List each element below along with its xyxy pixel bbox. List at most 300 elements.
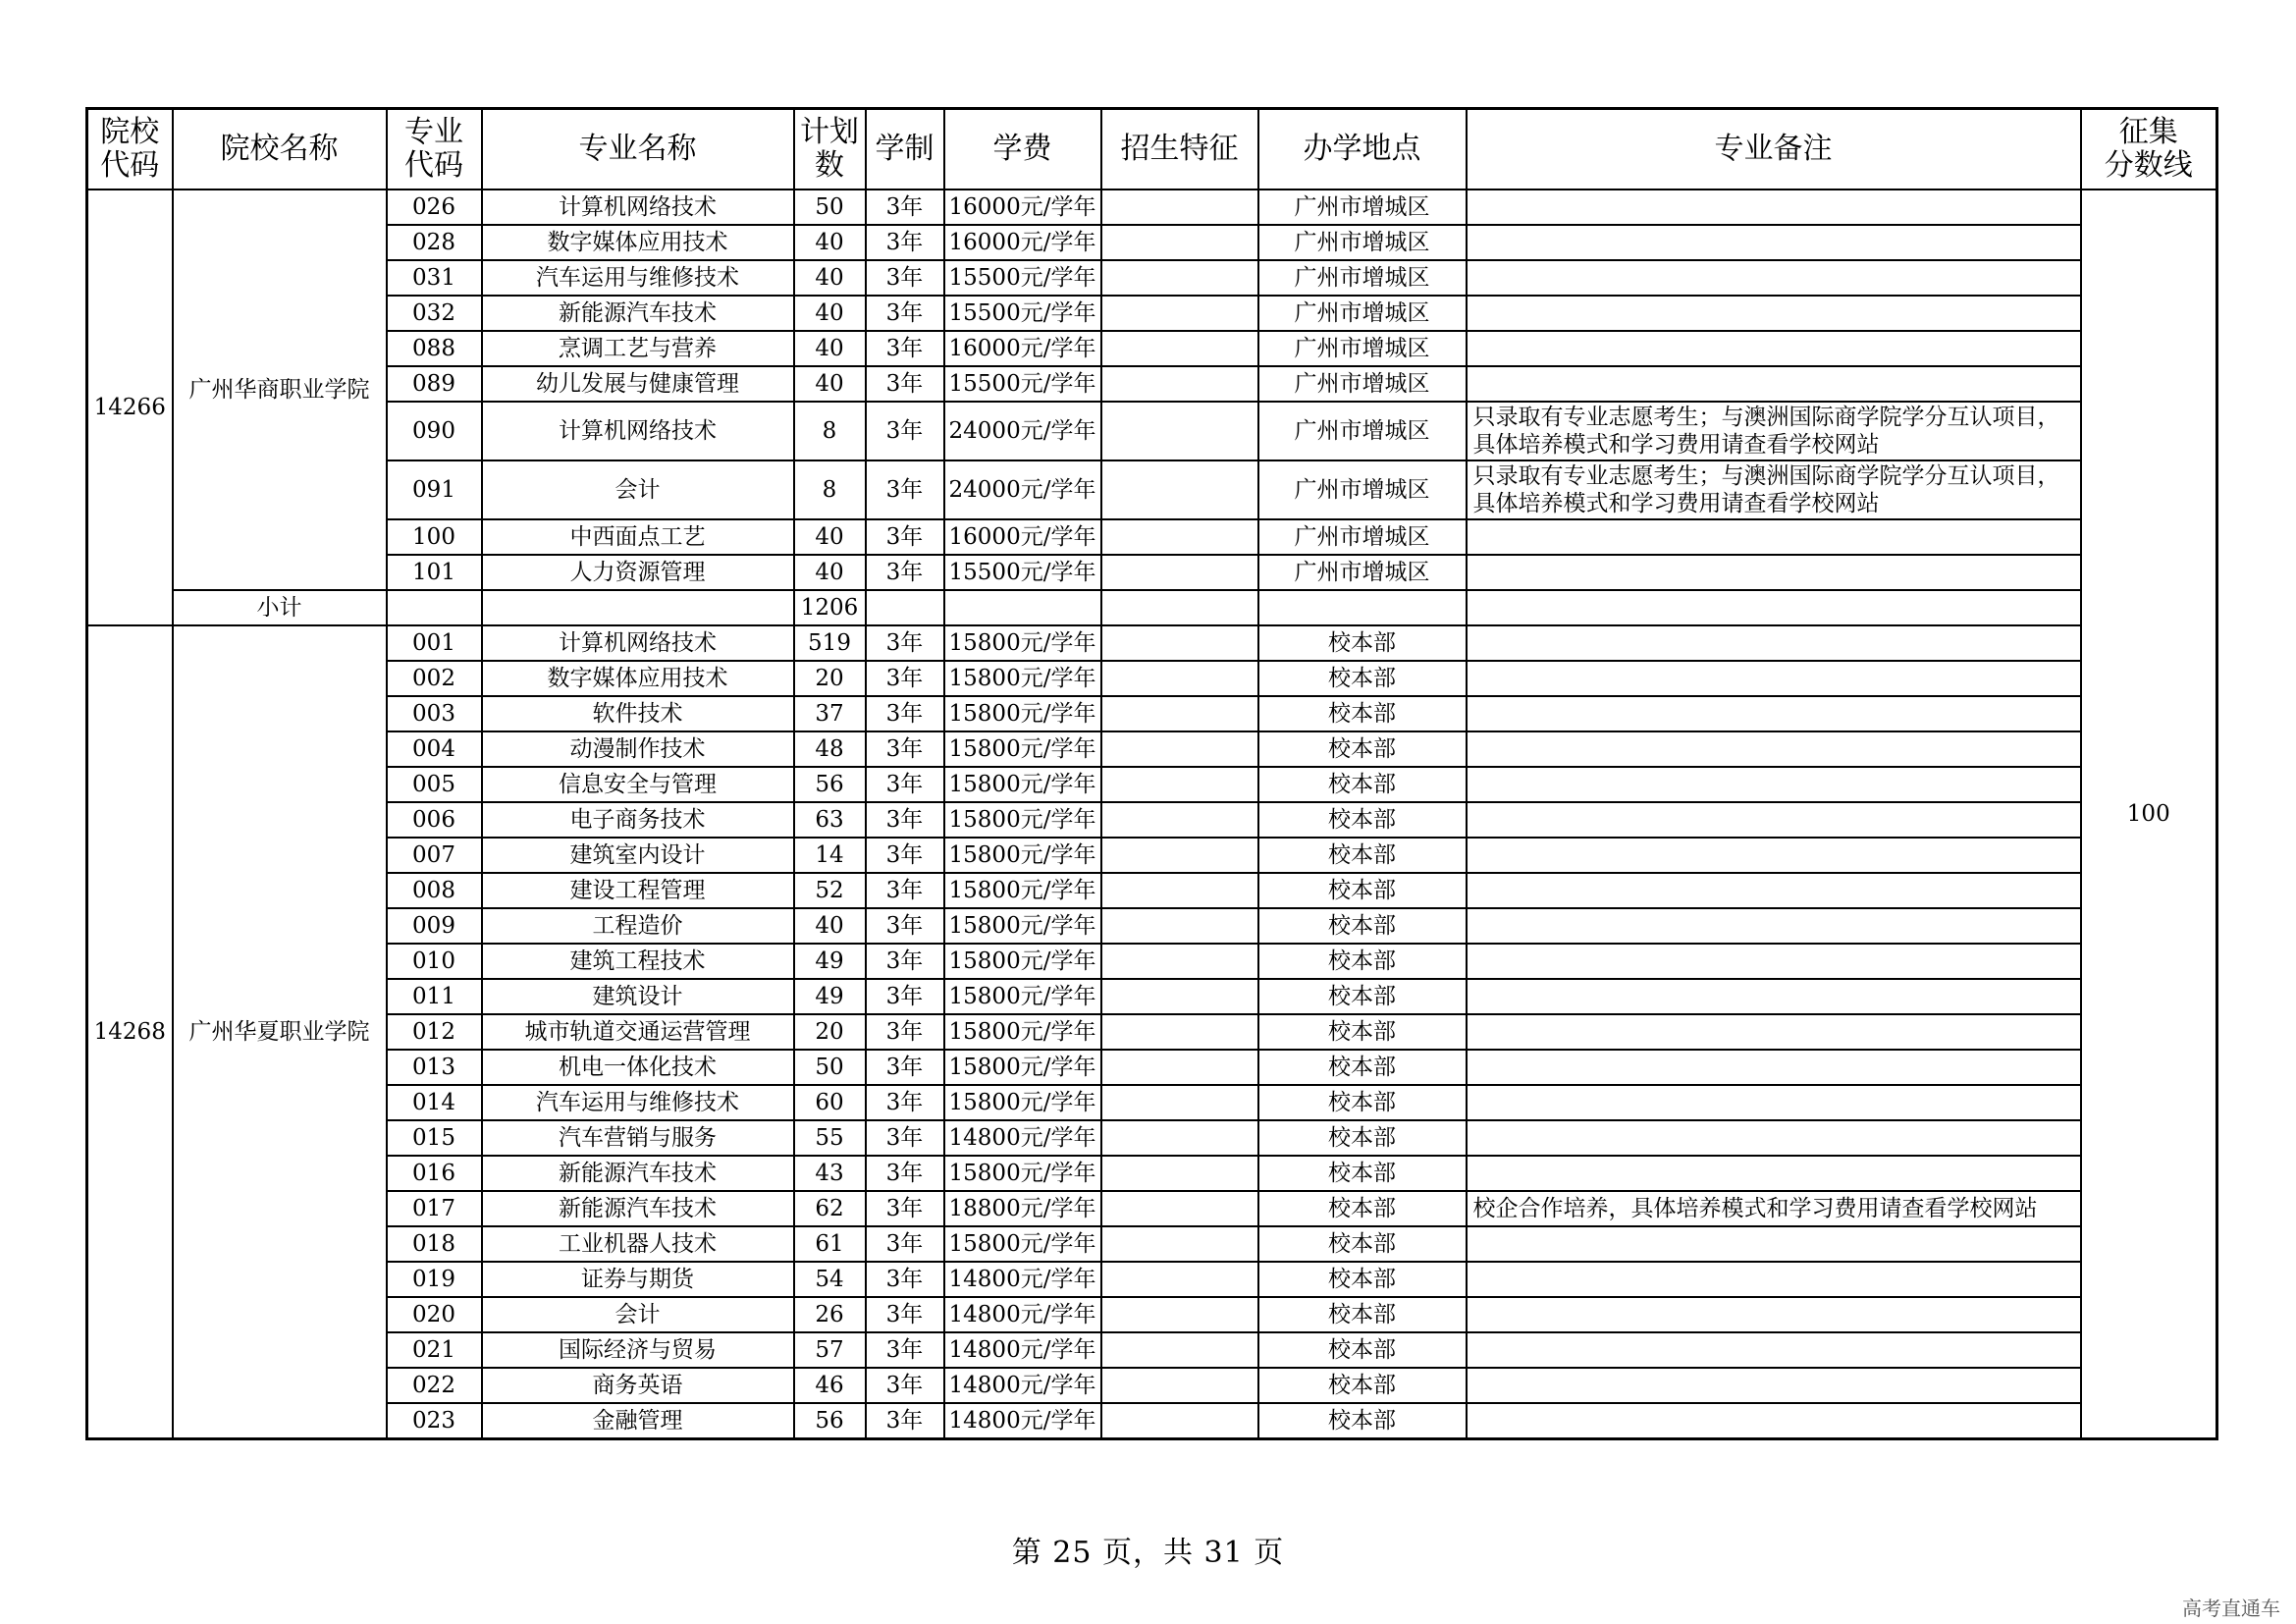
plan-count: 43 bbox=[794, 1156, 866, 1191]
major-code: 101 bbox=[387, 555, 482, 590]
major-note bbox=[1467, 873, 2081, 908]
campus-location: 校本部 bbox=[1258, 802, 1467, 838]
major-code: 032 bbox=[387, 296, 482, 331]
tuition-fee: 14800元/学年 bbox=[944, 1297, 1101, 1332]
tuition-fee: 16000元/学年 bbox=[944, 519, 1101, 555]
table-row bbox=[87, 1120, 2217, 1156]
study-years: 3年 bbox=[866, 1368, 944, 1403]
plan-count: 48 bbox=[794, 731, 866, 767]
major-note bbox=[1467, 1120, 2081, 1156]
subtotal-location bbox=[1258, 590, 1467, 625]
campus-location: 广州市增城区 bbox=[1258, 189, 1467, 225]
study-years: 3年 bbox=[866, 519, 944, 555]
plan-count: 50 bbox=[794, 1050, 866, 1085]
major-note bbox=[1467, 1297, 2081, 1332]
header-feature: 招生特征 bbox=[1101, 109, 1258, 190]
tuition-fee: 15800元/学年 bbox=[944, 1014, 1101, 1050]
major-code: 010 bbox=[387, 944, 482, 979]
campus-location: 校本部 bbox=[1258, 625, 1467, 661]
study-years: 3年 bbox=[866, 260, 944, 296]
major-code: 013 bbox=[387, 1050, 482, 1085]
study-years: 3年 bbox=[866, 838, 944, 873]
tuition-fee: 15800元/学年 bbox=[944, 838, 1101, 873]
table-row bbox=[87, 1332, 2217, 1368]
table-row bbox=[87, 1191, 2217, 1226]
major-note bbox=[1467, 731, 2081, 767]
admission-feature bbox=[1101, 625, 1258, 661]
major-name: 建筑设计 bbox=[482, 979, 794, 1014]
major-name: 幼儿发展与健康管理 bbox=[482, 366, 794, 402]
major-note bbox=[1467, 767, 2081, 802]
campus-location: 校本部 bbox=[1258, 1368, 1467, 1403]
campus-location: 广州市增城区 bbox=[1258, 260, 1467, 296]
table-row bbox=[87, 873, 2217, 908]
tuition-fee: 24000元/学年 bbox=[944, 460, 1101, 519]
major-name: 计算机网络技术 bbox=[482, 625, 794, 661]
major-note bbox=[1467, 555, 2081, 590]
admission-feature bbox=[1101, 696, 1258, 731]
tuition-fee: 16000元/学年 bbox=[944, 189, 1101, 225]
plan-count: 40 bbox=[794, 331, 866, 366]
campus-location: 校本部 bbox=[1258, 979, 1467, 1014]
major-code: 002 bbox=[387, 661, 482, 696]
major-note bbox=[1467, 979, 2081, 1014]
table-body bbox=[87, 109, 2217, 1439]
tuition-fee: 15800元/学年 bbox=[944, 802, 1101, 838]
subtotal-major-name bbox=[482, 590, 794, 625]
tuition-fee: 15800元/学年 bbox=[944, 1050, 1101, 1085]
subtotal-note bbox=[1467, 590, 2081, 625]
subtotal-plan: 1206 bbox=[794, 590, 866, 625]
campus-location: 广州市增城区 bbox=[1258, 366, 1467, 402]
tuition-fee: 15800元/学年 bbox=[944, 1085, 1101, 1120]
plan-count: 40 bbox=[794, 555, 866, 590]
study-years: 3年 bbox=[866, 402, 944, 460]
campus-location: 广州市增城区 bbox=[1258, 402, 1467, 460]
tuition-fee: 15800元/学年 bbox=[944, 873, 1101, 908]
admission-feature bbox=[1101, 1332, 1258, 1368]
study-years: 3年 bbox=[866, 1226, 944, 1262]
table-row bbox=[87, 260, 2217, 296]
table-row bbox=[87, 1085, 2217, 1120]
subtotal-years bbox=[866, 590, 944, 625]
plan-count: 50 bbox=[794, 189, 866, 225]
tuition-fee: 15800元/学年 bbox=[944, 1226, 1101, 1262]
major-code: 014 bbox=[387, 1085, 482, 1120]
major-note bbox=[1467, 1332, 2081, 1368]
plan-count: 56 bbox=[794, 767, 866, 802]
study-years: 3年 bbox=[866, 555, 944, 590]
campus-location: 校本部 bbox=[1258, 1403, 1467, 1439]
table-row bbox=[87, 331, 2217, 366]
study-years: 3年 bbox=[866, 1191, 944, 1226]
major-note bbox=[1467, 1014, 2081, 1050]
major-note bbox=[1467, 1403, 2081, 1439]
table-row bbox=[87, 1368, 2217, 1403]
admission-feature bbox=[1101, 366, 1258, 402]
plan-count: 37 bbox=[794, 696, 866, 731]
header-years: 学制 bbox=[866, 109, 944, 190]
tuition-fee: 16000元/学年 bbox=[944, 331, 1101, 366]
tuition-fee: 14800元/学年 bbox=[944, 1262, 1101, 1297]
admission-feature bbox=[1101, 1368, 1258, 1403]
major-name: 汽车营销与服务 bbox=[482, 1120, 794, 1156]
major-code: 017 bbox=[387, 1191, 482, 1226]
tuition-fee: 15800元/学年 bbox=[944, 661, 1101, 696]
table-row bbox=[87, 296, 2217, 331]
subtotal-label: 小计 bbox=[173, 590, 387, 625]
major-code: 026 bbox=[387, 189, 482, 225]
campus-location: 校本部 bbox=[1258, 1050, 1467, 1085]
major-code: 019 bbox=[387, 1262, 482, 1297]
major-name: 工程造价 bbox=[482, 908, 794, 944]
plan-count: 60 bbox=[794, 1085, 866, 1120]
study-years: 3年 bbox=[866, 1120, 944, 1156]
major-name: 建筑工程技术 bbox=[482, 944, 794, 979]
score-line: 100 bbox=[2081, 189, 2217, 1439]
plan-count: 40 bbox=[794, 908, 866, 944]
header-major-name: 专业名称 bbox=[482, 109, 794, 190]
major-name: 新能源汽车技术 bbox=[482, 296, 794, 331]
major-name: 人力资源管理 bbox=[482, 555, 794, 590]
major-code: 021 bbox=[387, 1332, 482, 1368]
major-note bbox=[1467, 519, 2081, 555]
admission-feature bbox=[1101, 767, 1258, 802]
major-note bbox=[1467, 908, 2081, 944]
plan-count: 8 bbox=[794, 402, 866, 460]
campus-location: 校本部 bbox=[1258, 1262, 1467, 1297]
admission-feature bbox=[1101, 1297, 1258, 1332]
study-years: 3年 bbox=[866, 802, 944, 838]
major-note bbox=[1467, 296, 2081, 331]
admission-feature bbox=[1101, 225, 1258, 260]
admission-feature bbox=[1101, 189, 1258, 225]
admission-feature bbox=[1101, 908, 1258, 944]
major-name: 新能源汽车技术 bbox=[482, 1156, 794, 1191]
study-years: 3年 bbox=[866, 1332, 944, 1368]
campus-location: 广州市增城区 bbox=[1258, 296, 1467, 331]
plan-count: 40 bbox=[794, 296, 866, 331]
plan-count: 54 bbox=[794, 1262, 866, 1297]
major-note: 校企合作培养，具体培养模式和学习费用请查看学校网站 bbox=[1467, 1191, 2081, 1226]
major-name: 汽车运用与维修技术 bbox=[482, 1085, 794, 1120]
major-code: 088 bbox=[387, 331, 482, 366]
tuition-fee: 14800元/学年 bbox=[944, 1368, 1101, 1403]
header-note: 专业备注 bbox=[1467, 109, 2081, 190]
admission-feature bbox=[1101, 1403, 1258, 1439]
subtotal-fee bbox=[944, 590, 1101, 625]
major-name: 电子商务技术 bbox=[482, 802, 794, 838]
tuition-fee: 14800元/学年 bbox=[944, 1332, 1101, 1368]
major-name: 新能源汽车技术 bbox=[482, 1191, 794, 1226]
major-code: 007 bbox=[387, 838, 482, 873]
header-plan: 计划 数 bbox=[794, 109, 866, 190]
admission-feature bbox=[1101, 731, 1258, 767]
admission-feature bbox=[1101, 519, 1258, 555]
table-row bbox=[87, 1156, 2217, 1191]
study-years: 3年 bbox=[866, 908, 944, 944]
major-code: 001 bbox=[387, 625, 482, 661]
school-code: 14268 bbox=[87, 625, 173, 1439]
major-note: 只录取有专业志愿考生；与澳洲国际商学院学分互认项目，具体培养模式和学习费用请查看学校网站 bbox=[1467, 460, 2081, 519]
major-code: 009 bbox=[387, 908, 482, 944]
admission-feature bbox=[1101, 661, 1258, 696]
major-note bbox=[1467, 331, 2081, 366]
admission-feature bbox=[1101, 1014, 1258, 1050]
table-row bbox=[87, 519, 2217, 555]
table-row bbox=[87, 838, 2217, 873]
tuition-fee: 15500元/学年 bbox=[944, 555, 1101, 590]
major-name: 计算机网络技术 bbox=[482, 189, 794, 225]
major-code: 016 bbox=[387, 1156, 482, 1191]
tuition-fee: 15800元/学年 bbox=[944, 944, 1101, 979]
tuition-fee: 15800元/学年 bbox=[944, 979, 1101, 1014]
campus-location: 校本部 bbox=[1258, 1156, 1467, 1191]
study-years: 3年 bbox=[866, 944, 944, 979]
campus-location: 校本部 bbox=[1258, 1085, 1467, 1120]
campus-location: 校本部 bbox=[1258, 873, 1467, 908]
study-years: 3年 bbox=[866, 1156, 944, 1191]
plan-count: 57 bbox=[794, 1332, 866, 1368]
campus-location: 广州市增城区 bbox=[1258, 460, 1467, 519]
campus-location: 广州市增城区 bbox=[1258, 555, 1467, 590]
major-name: 金融管理 bbox=[482, 1403, 794, 1439]
major-name: 建设工程管理 bbox=[482, 873, 794, 908]
admission-feature bbox=[1101, 838, 1258, 873]
major-code: 018 bbox=[387, 1226, 482, 1262]
subtotal-major-code bbox=[387, 590, 482, 625]
major-name: 汽车运用与维修技术 bbox=[482, 260, 794, 296]
study-years: 3年 bbox=[866, 1262, 944, 1297]
major-note bbox=[1467, 661, 2081, 696]
study-years: 3年 bbox=[866, 331, 944, 366]
major-name: 会计 bbox=[482, 1297, 794, 1332]
header-fee: 学费 bbox=[944, 109, 1101, 190]
tuition-fee: 15800元/学年 bbox=[944, 731, 1101, 767]
tuition-fee: 15800元/学年 bbox=[944, 1156, 1101, 1191]
major-note bbox=[1467, 944, 2081, 979]
plan-count: 62 bbox=[794, 1191, 866, 1226]
page-footer: 第 25 页，共 31 页 bbox=[1011, 1536, 1285, 1570]
plan-count: 46 bbox=[794, 1368, 866, 1403]
table-row bbox=[87, 661, 2217, 696]
major-name: 数字媒体应用技术 bbox=[482, 661, 794, 696]
admission-feature bbox=[1101, 802, 1258, 838]
campus-location: 校本部 bbox=[1258, 1297, 1467, 1332]
major-note bbox=[1467, 1050, 2081, 1085]
table-row bbox=[87, 1262, 2217, 1297]
major-name: 会计 bbox=[482, 460, 794, 519]
major-note bbox=[1467, 1156, 2081, 1191]
major-code: 008 bbox=[387, 873, 482, 908]
study-years: 3年 bbox=[866, 1085, 944, 1120]
watermark: 高考直通车 bbox=[2182, 1597, 2280, 1620]
school-name: 广州华夏职业学院 bbox=[173, 625, 387, 1439]
major-name: 证券与期货 bbox=[482, 1262, 794, 1297]
tuition-fee: 15800元/学年 bbox=[944, 767, 1101, 802]
campus-location: 广州市增城区 bbox=[1258, 225, 1467, 260]
study-years: 3年 bbox=[866, 296, 944, 331]
admission-feature bbox=[1101, 296, 1258, 331]
plan-count: 26 bbox=[794, 1297, 866, 1332]
tuition-fee: 15800元/学年 bbox=[944, 696, 1101, 731]
plan-count: 40 bbox=[794, 225, 866, 260]
study-years: 3年 bbox=[866, 225, 944, 260]
admission-feature bbox=[1101, 979, 1258, 1014]
major-code: 089 bbox=[387, 366, 482, 402]
major-code: 031 bbox=[387, 260, 482, 296]
major-name: 商务英语 bbox=[482, 1368, 794, 1403]
campus-location: 校本部 bbox=[1258, 1120, 1467, 1156]
major-code: 012 bbox=[387, 1014, 482, 1050]
study-years: 3年 bbox=[866, 366, 944, 402]
tuition-fee: 15500元/学年 bbox=[944, 366, 1101, 402]
study-years: 3年 bbox=[866, 731, 944, 767]
admission-feature bbox=[1101, 944, 1258, 979]
plan-count: 63 bbox=[794, 802, 866, 838]
study-years: 3年 bbox=[866, 767, 944, 802]
tuition-fee: 24000元/学年 bbox=[944, 402, 1101, 460]
campus-location: 校本部 bbox=[1258, 1332, 1467, 1368]
major-note bbox=[1467, 838, 2081, 873]
table-row bbox=[87, 366, 2217, 402]
subtotal-feature bbox=[1101, 590, 1258, 625]
major-name: 数字媒体应用技术 bbox=[482, 225, 794, 260]
major-note bbox=[1467, 696, 2081, 731]
tuition-fee: 15800元/学年 bbox=[944, 625, 1101, 661]
major-name: 机电一体化技术 bbox=[482, 1050, 794, 1085]
major-name: 城市轨道交通运营管理 bbox=[482, 1014, 794, 1050]
major-note: 只录取有专业志愿考生；与澳洲国际商学院学分互认项目，具体培养模式和学习费用请查看学校网站 bbox=[1467, 402, 2081, 460]
table-row bbox=[87, 225, 2217, 260]
school-name: 广州华商职业学院 bbox=[173, 189, 387, 590]
tuition-fee: 14800元/学年 bbox=[944, 1120, 1101, 1156]
admission-feature bbox=[1101, 1191, 1258, 1226]
admission-feature bbox=[1101, 873, 1258, 908]
major-note bbox=[1467, 802, 2081, 838]
major-name: 动漫制作技术 bbox=[482, 731, 794, 767]
campus-location: 广州市增城区 bbox=[1258, 331, 1467, 366]
plan-count: 519 bbox=[794, 625, 866, 661]
plan-count: 52 bbox=[794, 873, 866, 908]
school-code: 14266 bbox=[87, 189, 173, 625]
major-code: 004 bbox=[387, 731, 482, 767]
plan-count: 40 bbox=[794, 260, 866, 296]
study-years: 3年 bbox=[866, 661, 944, 696]
admission-feature bbox=[1101, 1156, 1258, 1191]
admission-feature bbox=[1101, 331, 1258, 366]
header-location: 办学地点 bbox=[1258, 109, 1467, 190]
plan-count: 8 bbox=[794, 460, 866, 519]
table-row bbox=[87, 979, 2217, 1014]
plan-count: 49 bbox=[794, 944, 866, 979]
campus-location: 校本部 bbox=[1258, 838, 1467, 873]
admission-feature bbox=[1101, 1226, 1258, 1262]
major-name: 计算机网络技术 bbox=[482, 402, 794, 460]
campus-location: 校本部 bbox=[1258, 1014, 1467, 1050]
table-row bbox=[87, 731, 2217, 767]
campus-location: 校本部 bbox=[1258, 1191, 1467, 1226]
plan-count: 56 bbox=[794, 1403, 866, 1439]
study-years: 3年 bbox=[866, 625, 944, 661]
major-name: 国际经济与贸易 bbox=[482, 1332, 794, 1368]
major-note bbox=[1467, 260, 2081, 296]
table-row bbox=[87, 908, 2217, 944]
tuition-fee: 15500元/学年 bbox=[944, 260, 1101, 296]
header-score: 征集 分数线 bbox=[2081, 109, 2217, 190]
study-years: 3年 bbox=[866, 1297, 944, 1332]
admission-feature bbox=[1101, 1120, 1258, 1156]
table-row bbox=[87, 696, 2217, 731]
major-code: 091 bbox=[387, 460, 482, 519]
admission-feature bbox=[1101, 1050, 1258, 1085]
admission-feature bbox=[1101, 1085, 1258, 1120]
table-row bbox=[87, 460, 2217, 519]
major-code: 015 bbox=[387, 1120, 482, 1156]
plan-count: 55 bbox=[794, 1120, 866, 1156]
major-note bbox=[1467, 1226, 2081, 1262]
header-school-code: 院校 代码 bbox=[87, 109, 173, 190]
study-years: 3年 bbox=[866, 1050, 944, 1085]
plan-count: 20 bbox=[794, 661, 866, 696]
major-code: 005 bbox=[387, 767, 482, 802]
major-note bbox=[1467, 189, 2081, 225]
tuition-fee: 15500元/学年 bbox=[944, 296, 1101, 331]
study-years: 3年 bbox=[866, 979, 944, 1014]
campus-location: 校本部 bbox=[1258, 731, 1467, 767]
major-code: 023 bbox=[387, 1403, 482, 1439]
table-row bbox=[87, 802, 2217, 838]
table-row bbox=[87, 1297, 2217, 1332]
major-name: 软件技术 bbox=[482, 696, 794, 731]
tuition-fee: 18800元/学年 bbox=[944, 1191, 1101, 1226]
table-row bbox=[87, 767, 2217, 802]
study-years: 3年 bbox=[866, 873, 944, 908]
major-name: 信息安全与管理 bbox=[482, 767, 794, 802]
campus-location: 校本部 bbox=[1258, 944, 1467, 979]
subtotal-row bbox=[87, 590, 2217, 625]
major-code: 090 bbox=[387, 402, 482, 460]
study-years: 3年 bbox=[866, 1014, 944, 1050]
plan-count: 40 bbox=[794, 519, 866, 555]
plan-count: 20 bbox=[794, 1014, 866, 1050]
table-row bbox=[87, 944, 2217, 979]
major-note bbox=[1467, 1368, 2081, 1403]
campus-location: 校本部 bbox=[1258, 908, 1467, 944]
admission-feature bbox=[1101, 402, 1258, 460]
major-note bbox=[1467, 1262, 2081, 1297]
campus-location: 校本部 bbox=[1258, 1226, 1467, 1262]
table-row bbox=[87, 189, 2217, 225]
major-note bbox=[1467, 1085, 2081, 1120]
study-years: 3年 bbox=[866, 1403, 944, 1439]
study-years: 3年 bbox=[866, 460, 944, 519]
major-code: 100 bbox=[387, 519, 482, 555]
campus-location: 校本部 bbox=[1258, 767, 1467, 802]
major-note bbox=[1467, 366, 2081, 402]
table-row bbox=[87, 1014, 2217, 1050]
plan-count: 40 bbox=[794, 366, 866, 402]
study-years: 3年 bbox=[866, 696, 944, 731]
campus-location: 校本部 bbox=[1258, 696, 1467, 731]
campus-location: 校本部 bbox=[1258, 661, 1467, 696]
plan-count: 61 bbox=[794, 1226, 866, 1262]
header-row bbox=[87, 109, 2217, 190]
plan-count: 14 bbox=[794, 838, 866, 873]
major-code: 020 bbox=[387, 1297, 482, 1332]
campus-location: 广州市增城区 bbox=[1258, 519, 1467, 555]
admission-feature bbox=[1101, 555, 1258, 590]
